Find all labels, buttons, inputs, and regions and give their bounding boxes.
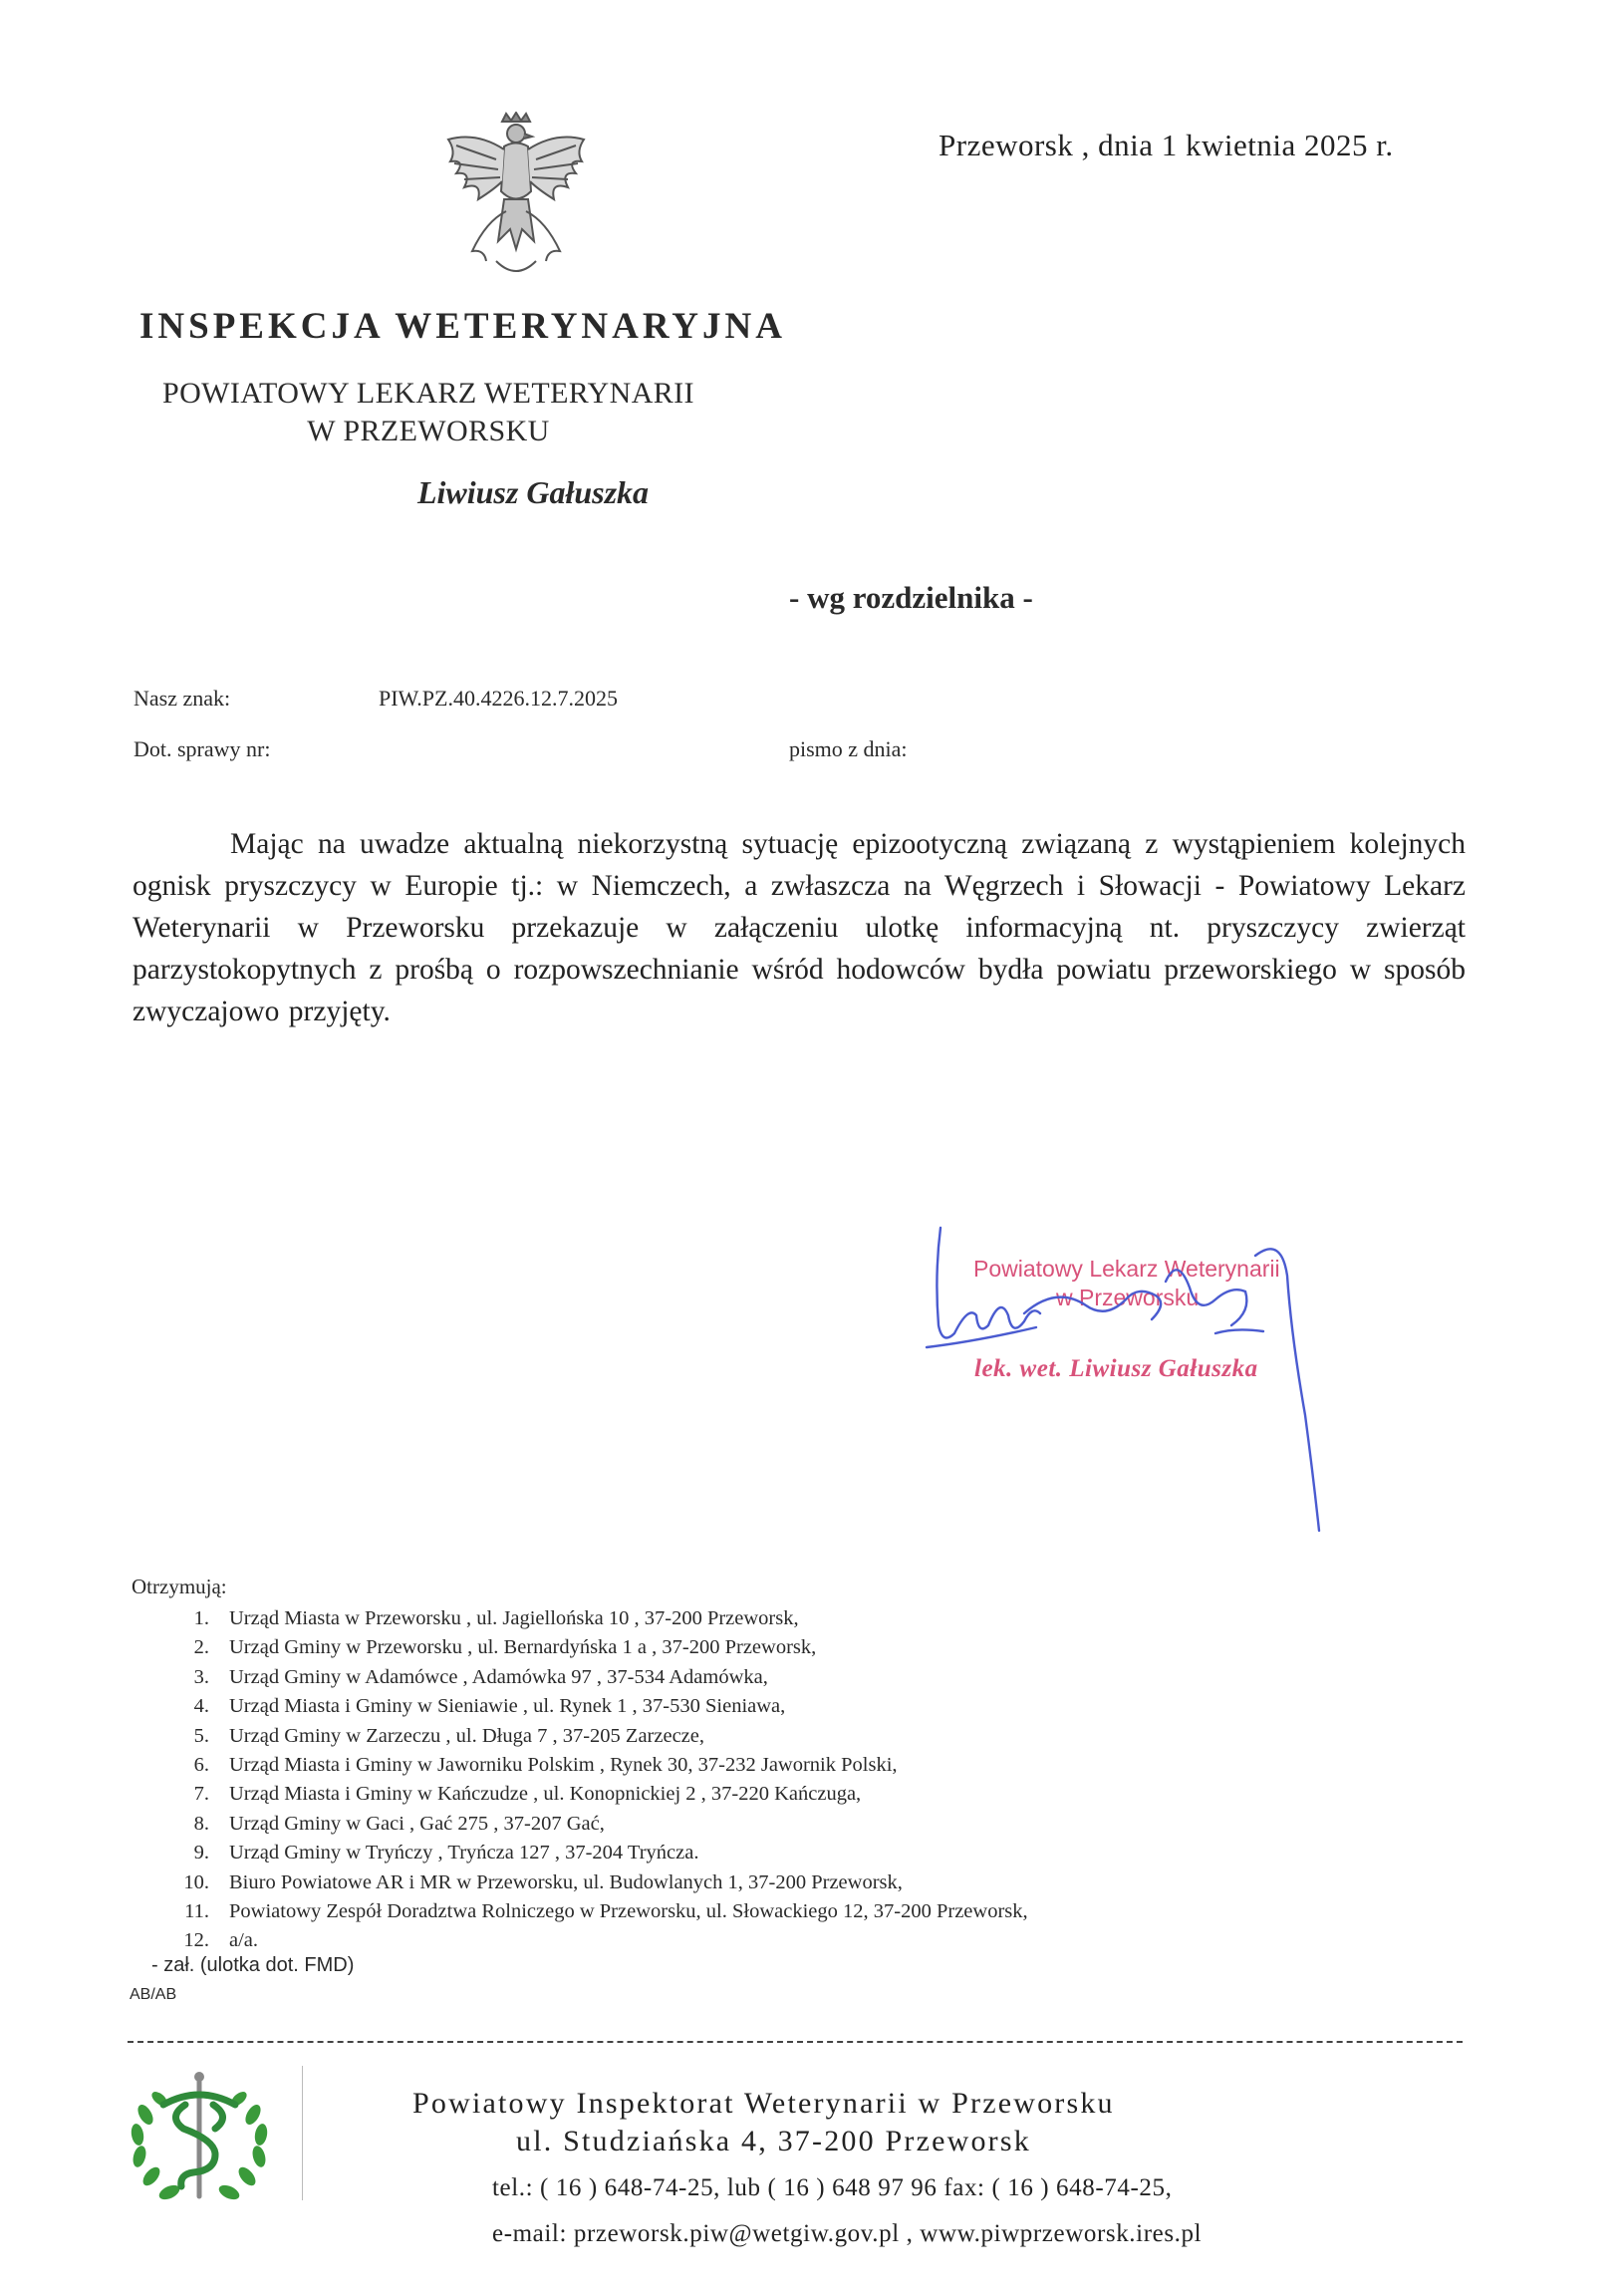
list-item-text: Urząd Gminy w Adamówce , Adamówka 97 , 37-534 Adamówka,	[229, 1665, 768, 1688]
list-item-number: 7.	[193, 1783, 209, 1806]
list-item-number: 8.	[193, 1812, 209, 1835]
list-item-number: 1.	[193, 1607, 209, 1629]
list-item	[167, 1780, 1028, 1809]
footer-phone-fax: tel.: ( 16 ) 648-74-25, lub ( 16 ) 648 97 96 fax: ( 16 ) 648-74-25,	[492, 2174, 1173, 2201]
list-item	[167, 1604, 1028, 1633]
list-item	[167, 1633, 1028, 1662]
case-number-label: Dot. sprawy nr:	[134, 736, 271, 761]
recipients-heading: Otrzymują:	[132, 1575, 227, 1598]
list-item	[167, 1751, 1028, 1780]
our-reference-value: PIW.PZ.40.4226.12.7.2025	[379, 686, 618, 711]
head-officer-name: Liwiusz Gałuszka	[416, 474, 650, 510]
list-item-text: Urząd Miasta w Przeworsku , ul. Jagiellońska 10 , 37-200 Przeworsk,	[229, 1607, 799, 1629]
list-item	[167, 1722, 1028, 1751]
stamp-title-line2: w Przeworsku	[1056, 1285, 1200, 1310]
list-item-text: a/a.	[229, 1929, 259, 1952]
handwritten-signature	[917, 1216, 1355, 1535]
list-item	[167, 1839, 1028, 1867]
list-item-number: 11.	[184, 1900, 209, 1923]
stamp-title-line1: Powiatowy Lekarz Weterynarii	[973, 1256, 1280, 1282]
author-initials: AB/AB	[130, 1986, 177, 2003]
list-item-text: Urząd Gminy w Tryńczy , Tryńcza 127 , 37-204 Tryńcza.	[229, 1842, 699, 1865]
list-item-text: Urząd Miasta i Gminy w Kańczudze , ul. Konopnickiej 2 , 37-220 Kańczuga,	[229, 1783, 862, 1806]
list-item-text: Urząd Gminy w Gaci , Gać 275 , 37-207 Gać,	[229, 1812, 605, 1835]
list-item	[167, 1663, 1028, 1692]
list-item-number: 9.	[193, 1842, 209, 1865]
footer-separator	[302, 2066, 303, 2200]
list-item	[167, 1810, 1028, 1839]
list-item	[167, 1868, 1028, 1897]
inspection-title: INSPEKCJA WETERYNARYJNA	[139, 306, 786, 347]
list-item-number: 4.	[193, 1695, 209, 1718]
list-item-text: Biuro Powiatowe AR i MR w Przeworsku, ul. Budowlanych 1, 37-200 Przeworsk,	[229, 1870, 903, 1893]
list-item	[167, 1897, 1028, 1926]
list-item-text: Urząd Miasta i Gminy w Jaworniku Polskim , Rynek 30, 37-232 Jawornik Polski,	[229, 1754, 898, 1777]
veterinary-caduceus-icon	[124, 2065, 275, 2212]
letter-date-label: pismo z dnia:	[789, 736, 908, 761]
list-item-number: 6.	[193, 1754, 209, 1777]
list-item	[167, 1692, 1028, 1721]
list-item-text: Powiatowy Zespół Doradztwa Rolniczego w Przeworsku, ul. Słowackiego 12, 37-200 Przeworsk,	[229, 1900, 1028, 1923]
place-and-date: Przeworsk , dnia 1 kwietnia 2025 r.	[939, 128, 1394, 162]
attachment-note: - zał. (ulotka dot. FMD)	[151, 1954, 355, 1976]
office-title-line2: W PRZEWORSKU	[307, 415, 550, 447]
list-item-number: 12.	[183, 1929, 209, 1952]
stamp-name: lek. wet. Liwiusz Gałuszka	[974, 1355, 1258, 1382]
list-item-number: 5.	[193, 1724, 209, 1747]
list-item-number: 2.	[193, 1636, 209, 1659]
list-item-text: Urząd Gminy w Zarzeczu , ul. Długa 7 , 37-205 Zarzecze,	[229, 1724, 704, 1747]
list-item-number: 3.	[193, 1665, 209, 1688]
footer-address: ul. Studziańska 4, 37-200 Przeworsk	[516, 2125, 1031, 2157]
recipients-list	[167, 1604, 1028, 1956]
footer-divider	[128, 2041, 1463, 2043]
footer-organization: Powiatowy Inspektorat Weterynarii w Przeworsku	[412, 2087, 1115, 2120]
footer-email-website: e-mail: przeworsk.piw@wetgiw.gov.pl , www.piwprzeworsk.ires.pl	[492, 2220, 1203, 2247]
list-item-text: Urząd Miasta i Gminy w Sieniawie , ul. Rynek 1 , 37-530 Sieniawa,	[229, 1695, 786, 1718]
list-item-number: 10.	[183, 1870, 209, 1893]
letter-body-text: Mając na uwadze aktualną niekorzystną sytuację epizootyczną związaną z wystąpieniem kolejnych ognisk pryszczycy w Europie tj.: w Niemczech, a zwłaszcza na Węgrzech i Słowacji - Powiatowy Lekarz Weterynarii w Przeworsku przekazuje w załączeniu ulotkę informacyjną nt. pryszczycy zwierząt parzystokopytnych z prośbą o rozpowszechnianie wśród hodowców bydła powiatu przeworskiego w sposób zwyczajowo przyjęty.	[133, 828, 1466, 1027]
distribution-note: - wg rozdzielnika -	[789, 580, 1033, 615]
our-reference-label: Nasz znak:	[134, 686, 231, 711]
letter-body	[133, 823, 1466, 1032]
list-item-text: Urząd Gminy w Przeworsku , ul. Bernardyńska 1 a , 37-200 Przeworsk,	[229, 1636, 817, 1659]
list-item	[167, 1926, 1028, 1955]
polish-eagle-icon	[436, 112, 596, 281]
office-title-line1: POWIATOWY LEKARZ WETERYNARII	[162, 377, 694, 410]
